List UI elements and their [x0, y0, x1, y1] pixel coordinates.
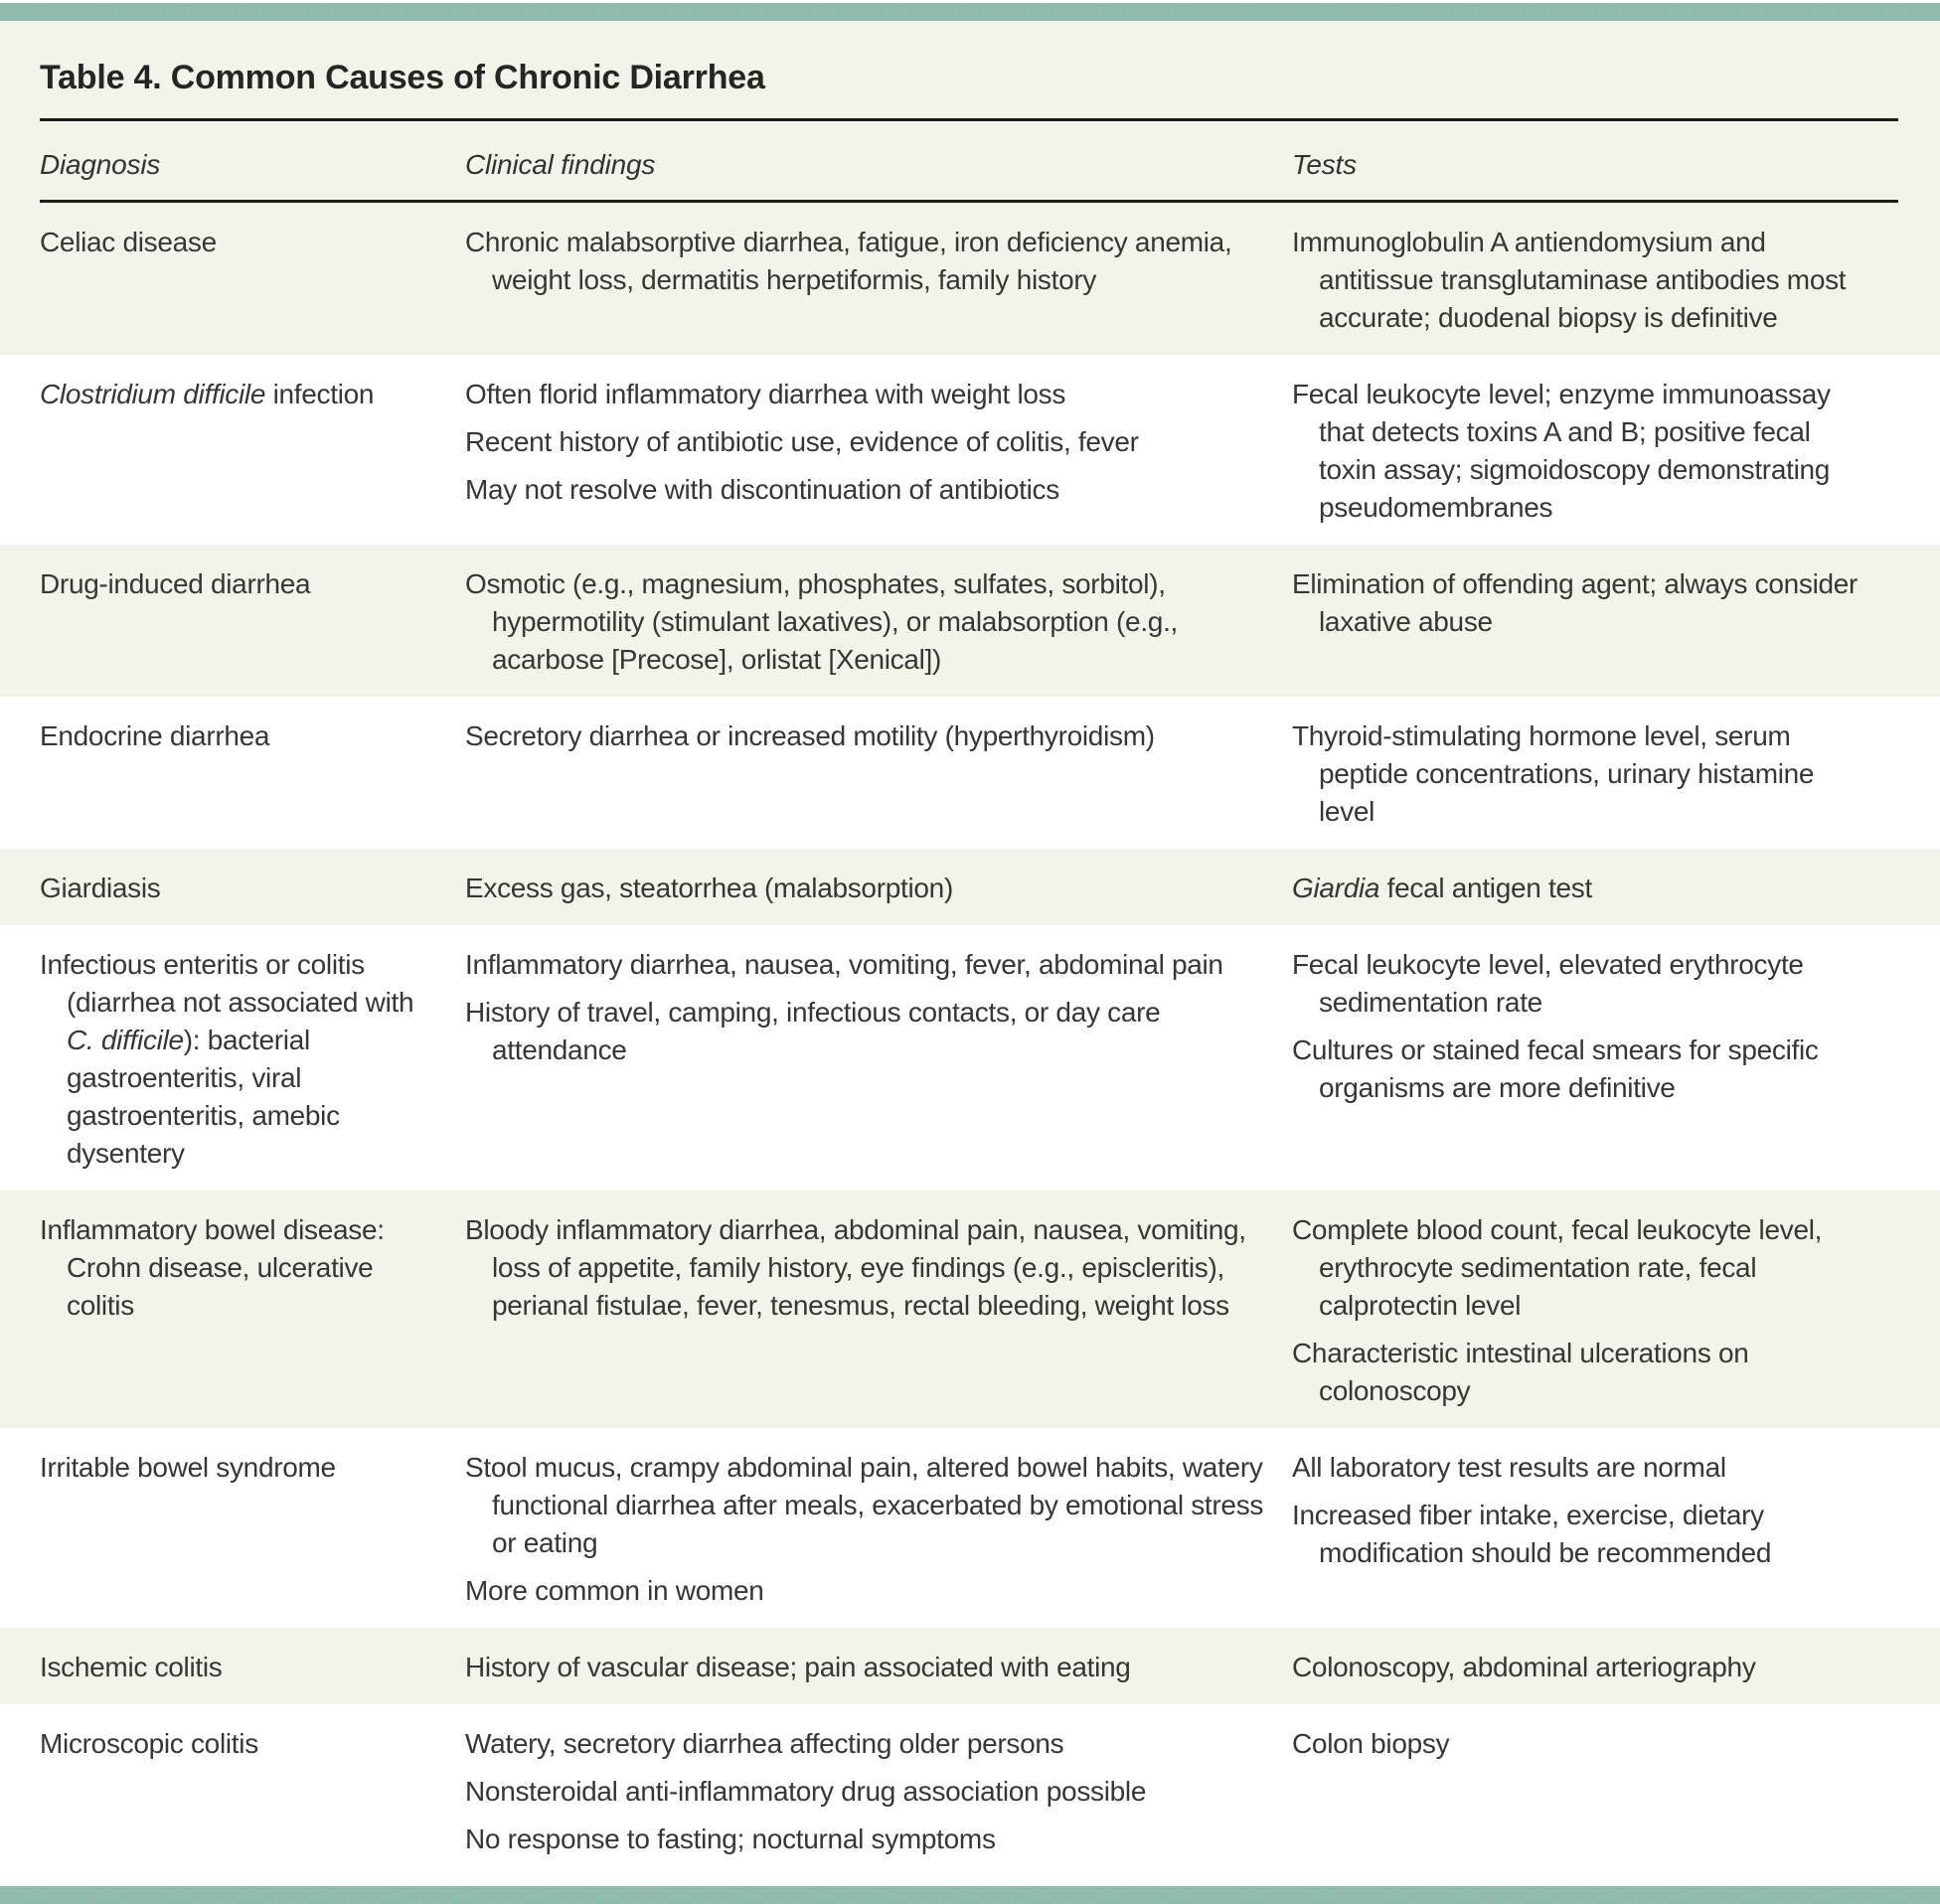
cell-paragraph: Increased fiber intake, exercise, dietary modification should be recommended [1292, 1500, 1772, 1568]
column-header-row [40, 121, 1898, 200]
table-row [0, 1704, 1940, 1876]
diagnosis-cell [40, 1211, 465, 1410]
diagnosis-cell [40, 1649, 465, 1686]
cell-paragraph: Microscopic colitis [40, 1728, 258, 1759]
cell-paragraph: Fecal leukocyte level; enzyme immunoassay that detects toxins A and B; positive fecal toxin assay; sigmoidoscopy demonstrating pseudomembranes [1292, 379, 1831, 523]
clinical-findings-cell [465, 1649, 1292, 1686]
cell-paragraph: Fecal leukocyte level, elevated erythrocyte sedimentation rate [1292, 949, 1804, 1018]
cell-paragraph: Excess gas, steatorrhea (malabsorption) [465, 873, 953, 903]
clinical-findings-cell [465, 565, 1292, 679]
diagnosis-cell [40, 1449, 465, 1610]
cell-paragraph: Endocrine diarrhea [40, 720, 270, 751]
cell-paragraph: Chronic malabsorptive diarrhea, fatigue, iron deficiency anemia, weight loss, dermatitis herpetiformis, family history [465, 227, 1232, 295]
cell-paragraph: Infectious enteritis or colitis (diarrhea not associated with C. difficile): bacterial gastroenteritis, viral gastroenteritis, amebic dysentery [40, 949, 414, 1169]
table-row [0, 925, 1940, 1190]
table-body [0, 203, 1940, 1886]
cell-paragraph: May not resolve with discontinuation of antibiotics [465, 474, 1059, 505]
tests-cell [1292, 1449, 1898, 1610]
tests-cell [1292, 565, 1898, 679]
cell-paragraph: Clostridium difficile infection [40, 379, 375, 409]
clinical-findings-cell [465, 717, 1292, 831]
clinical-findings-cell [465, 870, 1292, 907]
tests-cell [1292, 1649, 1898, 1686]
table-row [0, 203, 1940, 355]
cell-paragraph: Inflammatory diarrhea, nausea, vomiting, fever, abdominal pain [465, 949, 1223, 980]
diagnosis-cell [40, 376, 465, 527]
column-header-diagnosis: Diagnosis [40, 149, 161, 180]
cell-paragraph: Secretory diarrhea or increased motility (hyperthyroidism) [465, 720, 1155, 751]
table-row [0, 545, 1940, 697]
table-row [0, 849, 1940, 925]
table-row [0, 697, 1940, 849]
tests-cell [1292, 870, 1898, 907]
cell-paragraph: Stool mucus, crampy abdominal pain, altered bowel habits, watery functional diarrhea after meals, exacerbated by emotional stress or eating [465, 1452, 1264, 1558]
top-teal-bar [0, 3, 1940, 21]
cell-paragraph: All laboratory test results are normal [1292, 1452, 1726, 1483]
clinical-findings-cell [465, 1211, 1292, 1410]
diagnosis-cell [40, 717, 465, 831]
cell-paragraph: Giardia fecal antigen test [1292, 873, 1592, 903]
cell-paragraph: Irritable bowel syndrome [40, 1452, 336, 1483]
cell-paragraph: Watery, secretory diarrhea affecting older persons [465, 1728, 1064, 1759]
clinical-findings-cell [465, 1449, 1292, 1610]
diagnosis-cell [40, 946, 465, 1173]
clinical-findings-cell [465, 224, 1292, 337]
cell-paragraph: More common in women [465, 1575, 764, 1606]
cell-paragraph: Inflammatory bowel disease: Crohn disease, ulcerative colitis [40, 1214, 385, 1321]
diagnosis-cell [40, 870, 465, 907]
cell-paragraph: No response to fasting; nocturnal symptoms [465, 1824, 996, 1854]
table-row [0, 1190, 1940, 1428]
cell-paragraph: Ischemic colitis [40, 1652, 223, 1682]
tests-cell [1292, 946, 1898, 1173]
tests-cell [1292, 224, 1898, 337]
tests-cell [1292, 1211, 1898, 1410]
table-row [0, 1628, 1940, 1704]
cell-paragraph: Colonoscopy, abdominal arteriography [1292, 1652, 1756, 1682]
table-row [0, 1428, 1940, 1628]
cell-paragraph: Colon biopsy [1292, 1728, 1450, 1759]
cell-paragraph: Drug-induced diarrhea [40, 568, 311, 599]
cell-paragraph: Thyroid-stimulating hormone level, serum peptide concentrations, urinary histamine level [1292, 720, 1815, 827]
clinical-findings-cell [465, 376, 1292, 527]
table-row [0, 355, 1940, 545]
cell-paragraph: Characteristic intestinal ulcerations on colonoscopy [1292, 1338, 1749, 1406]
cell-paragraph: Elimination of offending agent; always consider laxative abuse [1292, 568, 1859, 637]
cell-paragraph: Giardiasis [40, 873, 161, 903]
cell-paragraph: Cultures or stained fecal smears for specific organisms are more definitive [1292, 1034, 1819, 1103]
cell-paragraph: Often florid inflammatory diarrhea with weight loss [465, 379, 1066, 409]
column-header-tests: Tests [1292, 149, 1357, 180]
tests-cell [1292, 1725, 1898, 1858]
cell-paragraph: History of vascular disease; pain associated with eating [465, 1652, 1131, 1682]
cell-paragraph: Recent history of antibiotic use, evidence of colitis, fever [465, 426, 1139, 457]
diagnosis-cell [40, 1725, 465, 1858]
bottom-teal-bar [0, 1886, 1940, 1904]
cell-paragraph: Bloody inflammatory diarrhea, abdominal pain, nausea, vomiting, loss of appetite, family history, eye findings (e.g., episcleritis), perianal fistulae, fever, tenesmus, rectal bleeding, weight loss [465, 1214, 1246, 1321]
table-header-block [0, 21, 1940, 203]
clinical-findings-cell [465, 946, 1292, 1173]
diagnosis-cell [40, 224, 465, 337]
cell-paragraph: Celiac disease [40, 227, 217, 257]
cell-paragraph: Immunoglobulin A antiendomysium and antitissue transglutaminase antibodies most accurate; duodenal biopsy is definitive [1292, 227, 1847, 333]
cell-paragraph: Osmotic (e.g., magnesium, phosphates, sulfates, sorbitol), hypermotility (stimulant laxatives), or malabsorption (e.g., acarbose [Precose], orlistat [Xenical]) [465, 568, 1179, 675]
clinical-findings-cell [465, 1725, 1292, 1858]
diagnosis-cell [40, 565, 465, 679]
tests-cell [1292, 717, 1898, 831]
table-title: Table 4. Common Causes of Chronic Diarrhea [40, 59, 765, 96]
tests-cell [1292, 376, 1898, 527]
column-header-clinical-findings: Clinical findings [465, 149, 656, 180]
cell-paragraph: Nonsteroidal anti-inflammatory drug association possible [465, 1776, 1147, 1807]
cell-paragraph: History of travel, camping, infectious contacts, or day care attendance [465, 997, 1161, 1065]
cell-paragraph: Complete blood count, fecal leukocyte level, erythrocyte sedimentation rate, fecal calprotectin level [1292, 1214, 1823, 1321]
